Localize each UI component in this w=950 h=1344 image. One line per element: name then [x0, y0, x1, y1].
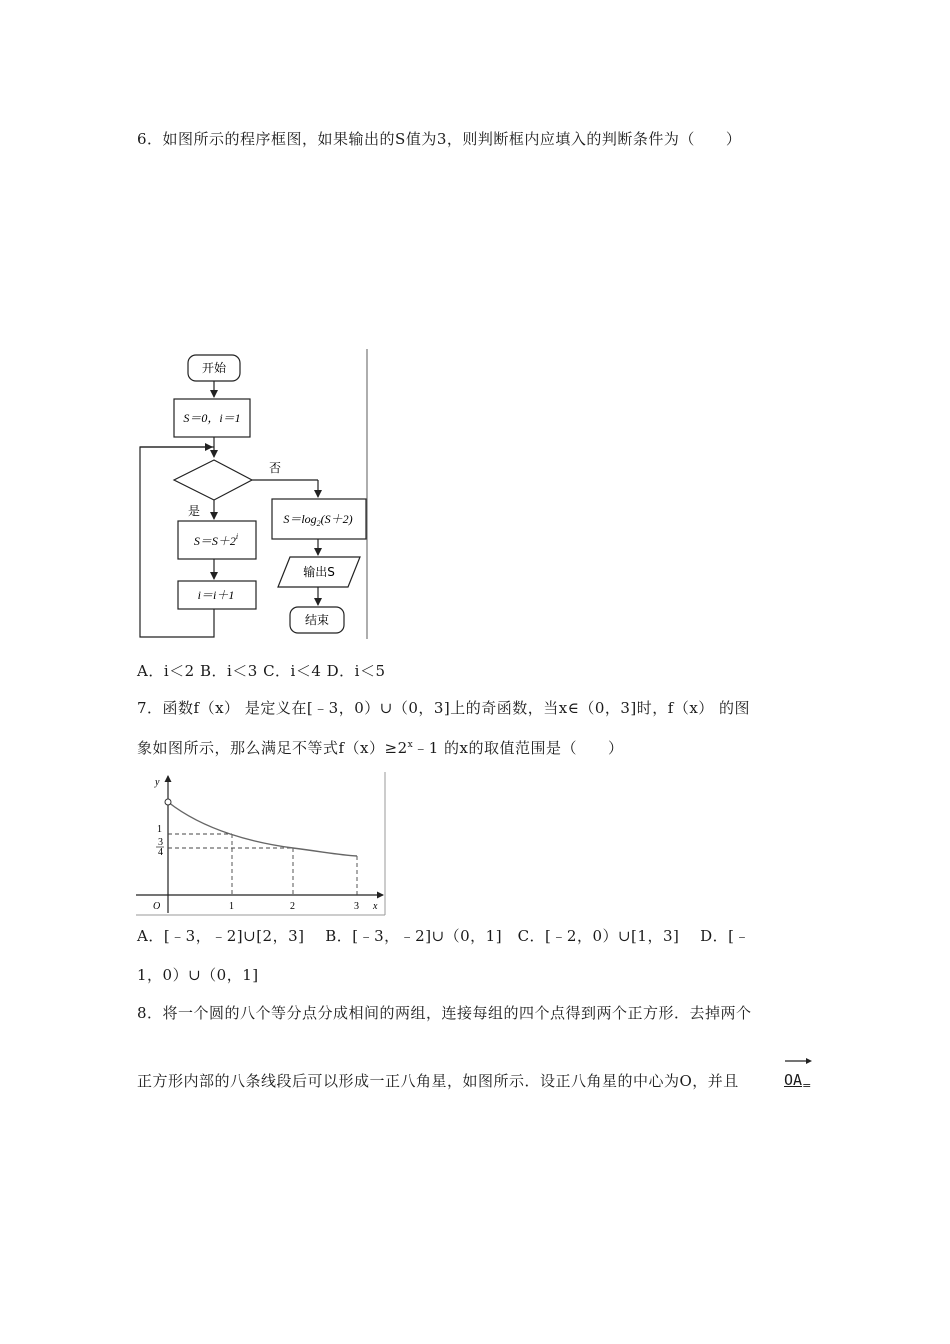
vector-oa	[784, 1070, 811, 1092]
vector-eq: =	[802, 1079, 812, 1092]
end-label: 结束	[304, 613, 330, 627]
origin-label: O	[153, 901, 161, 912]
q7-stem-line2: 象如图所示，那么满足不等式$f(x)\ge 2^x﹣1$ 的x的取值范围是（ ）	[137, 739, 624, 757]
q7-stem-line1: 7．函数f（x） 是定义在[﹣3，0）∪（0，3]上的奇函数，当x∈（0，3]时，f（x） 的图	[137, 699, 751, 717]
q8-line1: 8．将一个圆的八个等分点分成相间的两组，连接每组的四个点得到两个正方形．去掉两个	[137, 1004, 752, 1022]
y-axis-label: y	[155, 777, 160, 788]
flowchart	[132, 345, 372, 645]
y-tick-frac-den: 4	[158, 847, 163, 858]
q6-options: A．i＜2 B．i＜3 C．i＜4 D．i＜5	[137, 662, 386, 680]
y-tick-frac-num: 3	[158, 837, 163, 848]
update-i-label: i＝i＋1	[197, 588, 235, 602]
update-s-label: $S=S+2^i$	[193, 532, 239, 548]
q7-options-line1: A．[﹣3，﹣2]∪[2，3] B．[﹣3，﹣2]∪（0，1] C．[﹣2，0）∪[1，3] D．[﹣	[137, 927, 750, 945]
x-tick-3: 3	[354, 901, 359, 912]
yes-label: 是	[188, 504, 201, 518]
open-endpoint	[165, 799, 171, 805]
decision-diamond	[174, 460, 252, 500]
q7-options-line2: 1，0）∪（0，1]	[137, 966, 259, 984]
q8-line2: 正方形内部的八条线段后可以形成一正八角星，如图所示．设正八角星的中心为O，并且	[137, 1072, 739, 1090]
y-tick-1: 1	[157, 824, 162, 835]
init-label: S＝0，i＝1	[183, 411, 241, 425]
vector-label: OA	[784, 1071, 803, 1089]
start-label: 开始	[201, 361, 227, 375]
output-label: 输出S	[303, 565, 335, 579]
x-tick-2: 2	[290, 901, 295, 912]
vector-arrow	[784, 1056, 814, 1066]
function-graph	[135, 771, 387, 917]
x-tick-1: 1	[229, 901, 234, 912]
q6-stem: 6．如图所示的程序框图，如果输出的S值为3，则判断框内应填入的判断条件为（ ）	[137, 130, 742, 148]
no-label: 否	[269, 461, 282, 475]
x-axis-label: x	[373, 901, 378, 912]
log-label: $S=\log_2(S+2)$	[283, 512, 353, 528]
